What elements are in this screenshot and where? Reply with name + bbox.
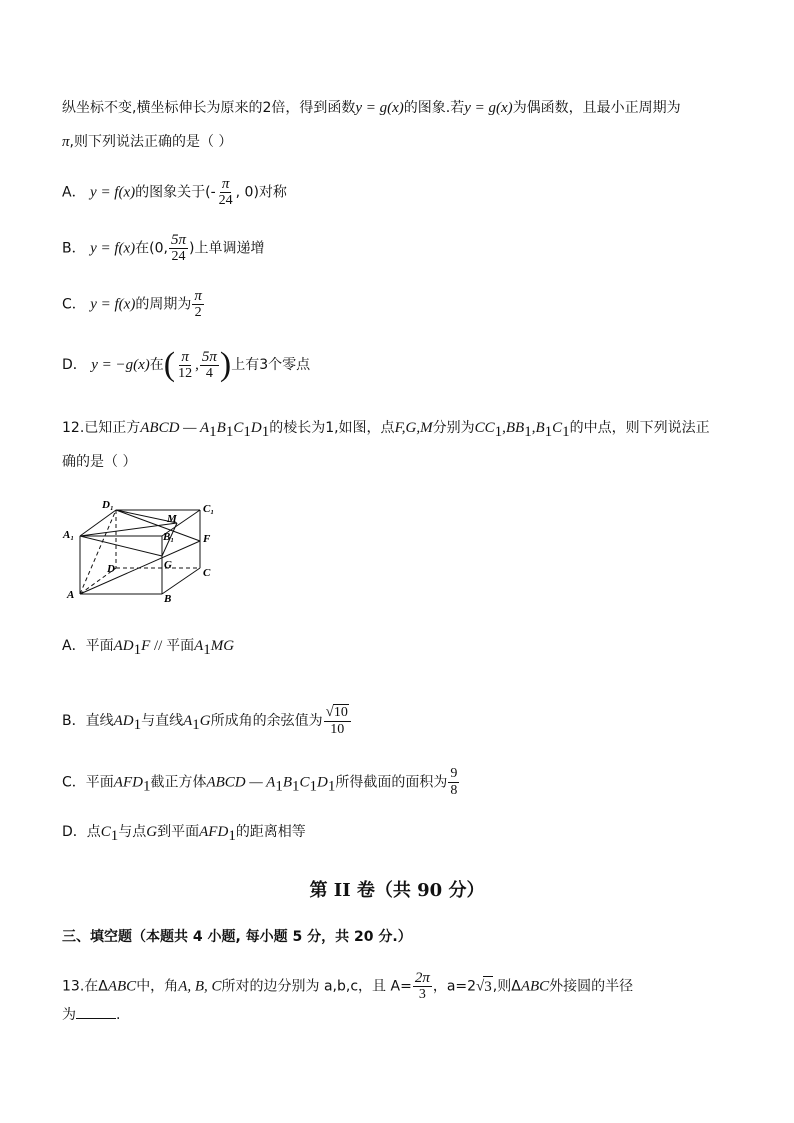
q11-option-d: D． y = −g(x)在( $\frac{\pi}{12}$ , $\frac{5\pi}{4}$ )上有3个零点 — [62, 346, 311, 383]
q12-option-a: A．平面$AD_1F$ // 平面$A_1MG$ — [62, 638, 235, 658]
fraction: $\frac{\pi}{12}$ — [178, 348, 193, 381]
q12-stem-line1: 12.已知正方ABCD — $A_1B_1C_1D_1$的棱长为1,如图，点F,G,M分别为$CC_1,BB_1,B_1C_1$的中点，则下列说法正 — [62, 420, 710, 440]
label-M: M — [167, 513, 177, 525]
fraction: $\frac{√10}{10}$ — [324, 704, 351, 738]
left-paren: ( — [163, 346, 176, 383]
fraction: $\frac{\pi}{2}$ — [194, 288, 202, 320]
q11-stem-line1: 纵坐标不变,横坐标伸长为原来的2倍，得到函数y = g(x)的图象.若y = g(x)为偶函数，且最小正周期为 — [62, 100, 681, 116]
fraction: $\frac{\pi}{24}$ — [218, 176, 233, 208]
answer-blank[interactable] — [76, 1004, 116, 1019]
q11-stem-line2: π,则下列说法正确的是（ ） — [62, 134, 233, 150]
segment-A1G — [80, 536, 162, 556]
right-paren: ) — [219, 346, 232, 383]
label-B: B — [164, 593, 172, 605]
label-C: C — [203, 567, 211, 579]
label-C1: C₁ — [203, 503, 215, 515]
q12-option-c: C．平面$AFD_1$截正方体ABCD — $A_1B_1C_1D_1$所得截面的面积为 $\frac{9}{8}$ — [62, 766, 458, 798]
section3-title: 三、填空题（本题共 4 小题, 每小题 5 分，共 20 分.） — [62, 929, 412, 945]
q13-line2: 为 . — [62, 1004, 120, 1025]
fraction: $\frac{2\pi}{3}$ — [414, 970, 430, 1002]
label-D: D — [107, 563, 115, 575]
q11-option-a: A． y = f(x)的图象关于(- $\frac{\pi}{24}$ , 0)对称 — [62, 176, 287, 208]
label-D1: D₁ — [102, 499, 114, 511]
q13-line1: 13.在ΔABC中，角A, B, C所对的边分别为 a,b,c，且 A= $\frac{2\pi}{3}$ ，a=2√3,则ΔABC外接圆的半径 — [62, 970, 634, 1002]
q12-option-d: D．点$C_1$与点G到平面$AFD_1$的距离相等 — [62, 824, 306, 844]
q12-option-b: B．直线$AD_1$与直线$A_1G$所成角的余弦值为 $\frac{√10}{10}$ — [62, 704, 352, 738]
q12-stem-line2: 确的是（ ） — [62, 454, 137, 470]
cube-figure — [60, 496, 225, 608]
label-A1: A₁ — [63, 529, 75, 541]
label-A: A — [67, 589, 75, 601]
label-B1: B₁ — [163, 531, 175, 543]
q11-option-c: C． y = f(x)的周期为 $\frac{\pi}{2}$ — [62, 288, 202, 320]
fraction: $\frac{5\pi}{24}$ — [171, 232, 187, 264]
edge-BC — [162, 568, 200, 594]
label-F: F — [203, 533, 211, 545]
fraction: $\frac{5\pi}{4}$ — [201, 348, 217, 381]
label-G: G — [164, 559, 172, 571]
part2-title: 第 II 卷（共 90 分） — [309, 880, 485, 901]
q11-option-b: B． y = f(x)在(0, $\frac{5\pi}{24}$ )上单调递增 — [62, 232, 265, 264]
g-function: y = g(x) — [355, 100, 404, 116]
fraction: $\frac{9}{8}$ — [450, 766, 458, 798]
